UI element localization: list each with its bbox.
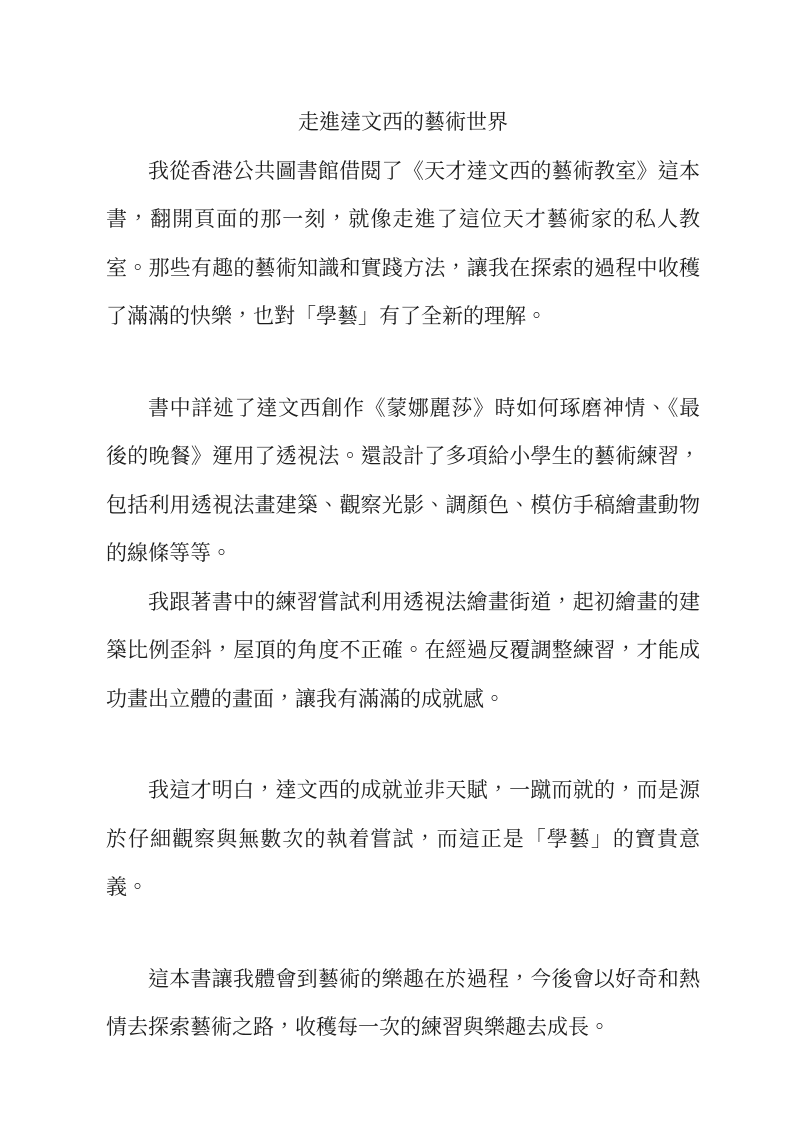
paragraph-5: 這本書讓我體會到藝術的樂趣在於過程，今後會以好奇和熱情去探索藝術之路，收穫每一次的練習與樂趣去成長。 xyxy=(106,966,700,1039)
paragraph-4: 我這才明白，達文西的成就並非天賦，一蹴而就的，而是源於仔細觀察與無數次的執着嘗試，而這正是「學藝」的寶貴意義。 xyxy=(106,778,700,899)
paragraph-1: 我從香港公共圖書館借閱了《天才達文西的藝術教室》這本書，翻開頁面的那一刻，就像走進了這位天才藝術家的私人教室。那些有趣的藝術知識和實踐方法，讓我在探索的過程中收穫了滿滿的快樂，也對「學藝」有了全新的理解。 xyxy=(106,158,700,328)
paragraph-3: 我跟著書中的練習嘗試利用透視法繪畫街道，起初繪畫的建築比例歪斜，屋頂的角度不正確。在經過反覆調整練習，才能成功畫出立體的畫面，讓我有滿滿的成就感。 xyxy=(106,589,700,711)
document-content xyxy=(106,98,700,1052)
paragraph-2: 書中詳述了達文西創作《蒙娜麗莎》時如何琢磨神情、《最後的晚餐》運用了透視法。還設計了多項給小學生的藝術練習，包括利用透視法畫建築、觀察光影、調顏色、模仿手稿繪畫動物的線條等等。 xyxy=(106,395,700,565)
document-title: 走進達文西的藝術世界 xyxy=(298,110,508,134)
